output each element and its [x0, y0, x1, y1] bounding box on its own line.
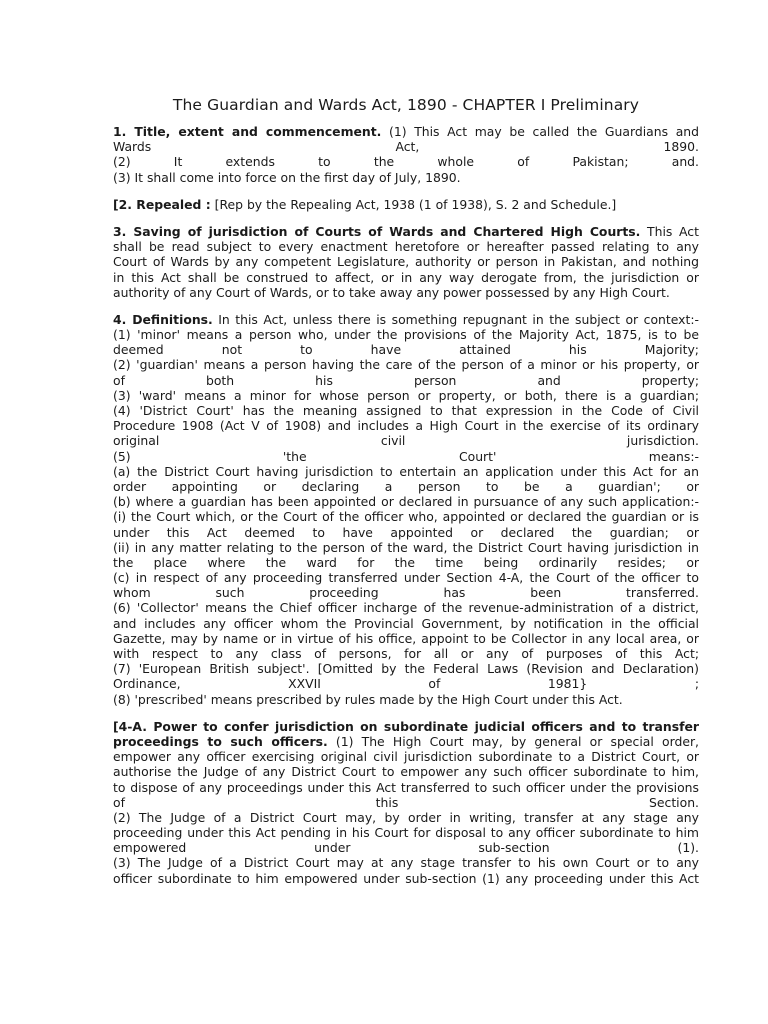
line-text: authority of any Court of Wards, or to take away any power possessed by any High Court. — [113, 284, 670, 300]
line-text: (1) This Act may be called the Guardians and — [381, 124, 699, 139]
line-text: (i) the Court which, or the Court of the officer who, appointed or declared the guardian or is — [113, 509, 699, 525]
text-line — [113, 433, 699, 448]
text-line — [113, 646, 699, 661]
section-paragraph — [113, 224, 699, 300]
text-line — [113, 388, 699, 403]
text-line — [113, 342, 699, 357]
line-text: (5) 'the Court' means:- — [113, 448, 699, 464]
line-text: Ordinance, XXVII of 1981} ; — [113, 676, 699, 692]
text-line — [113, 719, 699, 734]
text-line — [113, 734, 699, 749]
text-line — [113, 540, 699, 555]
text-line — [113, 855, 699, 870]
line-text: (6) 'Collector' means the Chief officer incharge of the revenue-administration of a district, — [113, 600, 699, 616]
document-page — [113, 96, 699, 898]
line-text: (a) the District Court having jurisdiction to entertain an application under this Act for an — [113, 463, 699, 479]
text-line — [113, 585, 699, 600]
line-text: in this Act shall be construed to affect, or in any way derogate from, the jurisdiction or — [113, 269, 699, 285]
text-line — [113, 418, 699, 433]
text-line — [113, 479, 699, 494]
line-text: with respect to any class of persons, for all or any of purposes of this Act; — [113, 646, 699, 661]
line-text: the place where the ward for the time being ordinarily resides; or — [113, 554, 699, 570]
text-line — [113, 555, 699, 570]
text-line — [113, 170, 699, 185]
line-text: Procedure 1908 (Act V of 1908) and includes a High Court in the exercise of its ordinary — [113, 418, 699, 434]
text-line — [113, 239, 699, 254]
text-line — [113, 124, 699, 139]
line-text: (4) 'District Court' has the meaning assigned to that expression in the Code of Civil — [113, 403, 699, 418]
line-text: (2) The Judge of a District Court may, by order in writing, transfer at any stage any — [113, 809, 699, 825]
text-line — [113, 525, 699, 540]
text-line — [113, 795, 699, 810]
text-line — [113, 197, 699, 212]
line-text: of both his person and property; — [113, 372, 699, 388]
line-text: to dispose of any proceedings under this Act transferred to such officer under the provisions — [113, 779, 699, 795]
text-line — [113, 494, 699, 509]
line-text: (c) in respect of any proceeding transferred under Section 4-A, the Court of the officer to — [113, 570, 699, 586]
text-line — [113, 357, 699, 372]
line-text: order appointing or declaring a person to be a guardian'; or — [113, 478, 699, 494]
text-line — [113, 224, 699, 239]
section-heading: [4-A. Power to confer jurisdiction on subordinate judicial officers and to transfer — [113, 718, 699, 734]
line-text: shall be read subject to every enactment heretofore or hereafter passed relating to any — [113, 239, 699, 255]
section-heading: proceedings to such officers. — [113, 733, 328, 749]
text-line — [113, 270, 699, 285]
text-line — [113, 449, 699, 464]
section-paragraph — [113, 124, 699, 185]
line-text: Court of Wards by any competent Legislature, authority or person in Pakistan, and nothing — [113, 254, 699, 270]
text-line — [113, 676, 699, 691]
text-line — [113, 509, 699, 524]
line-text: (3) The Judge of a District Court may at any stage transfer to his own Court or to any — [113, 855, 699, 871]
text-line — [113, 825, 699, 840]
text-line — [113, 616, 699, 631]
line-text: (2) 'guardian' means a person having the care of the person of a minor or his property, or — [113, 357, 699, 373]
document-body — [113, 124, 699, 886]
line-text: [Rep by the Repealing Act, 1938 (1 of 1938), S. 2 and Schedule.] — [210, 196, 617, 212]
text-line — [113, 600, 699, 615]
text-line — [113, 749, 699, 764]
line-text: This Act — [640, 223, 699, 239]
line-text: (8) 'prescribed' means prescribed by rules made by the High Court under this Act. — [113, 691, 623, 707]
text-line — [113, 570, 699, 585]
text-line — [113, 327, 699, 342]
line-text: (3) It shall come into force on the first day of July, 1890. — [113, 169, 461, 185]
line-text: of this Section. — [113, 794, 699, 810]
line-text: Wards Act, 1890. — [113, 139, 699, 155]
section-paragraph — [113, 719, 699, 886]
text-line — [113, 373, 699, 388]
line-text: deemed not to have attained his Majority; — [113, 342, 699, 358]
text-line — [113, 871, 699, 886]
line-text: whom such proceeding has been transferred. — [113, 585, 699, 601]
text-line — [113, 254, 699, 269]
text-line — [113, 631, 699, 646]
line-text: (7) 'European British subject'. [Omitted by the Federal Laws (Revision and Declaration) — [113, 661, 699, 677]
text-line — [113, 764, 699, 779]
section-heading: 4. Definitions. — [113, 311, 213, 327]
text-line — [113, 810, 699, 825]
line-text: (2) It extends to the whole of Pakistan; and. — [113, 154, 699, 170]
text-line — [113, 139, 699, 154]
text-line — [113, 661, 699, 676]
text-line — [113, 840, 699, 855]
text-line — [113, 692, 699, 707]
line-text: empower any officer exercising original civil jurisdiction subordinate to a District Court, or — [113, 749, 699, 765]
line-text: and includes any officer whom the Provincial Government, by notification in the official — [113, 615, 699, 631]
document-title: The Guardian and Wards Act, 1890 - CHAPTER I Preliminary — [172, 96, 640, 114]
text-line — [113, 403, 699, 418]
text-line — [113, 312, 699, 327]
line-text: (b) where a guardian has been appointed or declared in pursuance of any such application:- — [113, 494, 699, 510]
line-text: (1) 'minor' means a person who, under the provisions of the Majority Act, 1875, is to be — [113, 327, 699, 343]
line-text: original civil jurisdiction. — [113, 433, 699, 449]
line-text: (1) The High Court may, by general or special order, — [327, 733, 699, 749]
line-text: Gazette, may by name or in virtue of his office, appoint to be Collector in any local area, or — [113, 630, 699, 646]
section-heading: 1. Title, extent and commencement. — [113, 124, 382, 139]
section-heading: [2. Repealed : — [113, 196, 211, 212]
line-text: In this Act, unless there is something repugnant in the subject or context:- — [212, 311, 699, 327]
text-line — [113, 285, 699, 300]
line-text: under this Act deemed to have appointed or declared the guardian; or — [113, 524, 699, 540]
text-line — [113, 464, 699, 479]
line-text: proceeding under this Act pending in his Court for disposal to any officer subordinate to him — [113, 825, 699, 841]
line-text: authorise the Judge of any District Court to empower any such officer subordinate to him, — [113, 764, 699, 780]
line-text: officer subordinate to him empowered under sub-section (1) any proceeding under this Act — [113, 870, 699, 886]
section-heading: 3. Saving of jurisdiction of Courts of Wards and Chartered High Courts. — [113, 223, 641, 239]
section-paragraph — [113, 197, 699, 212]
text-line — [113, 154, 699, 169]
section-paragraph — [113, 312, 699, 707]
text-line — [113, 780, 699, 795]
line-text: empowered under sub-section (1). — [113, 840, 699, 856]
line-text: (3) 'ward' means a minor for whose person or property, or both, there is a guardian; — [113, 387, 699, 403]
line-text: (ii) in any matter relating to the person of the ward, the District Court having jurisdiction in — [113, 539, 699, 555]
